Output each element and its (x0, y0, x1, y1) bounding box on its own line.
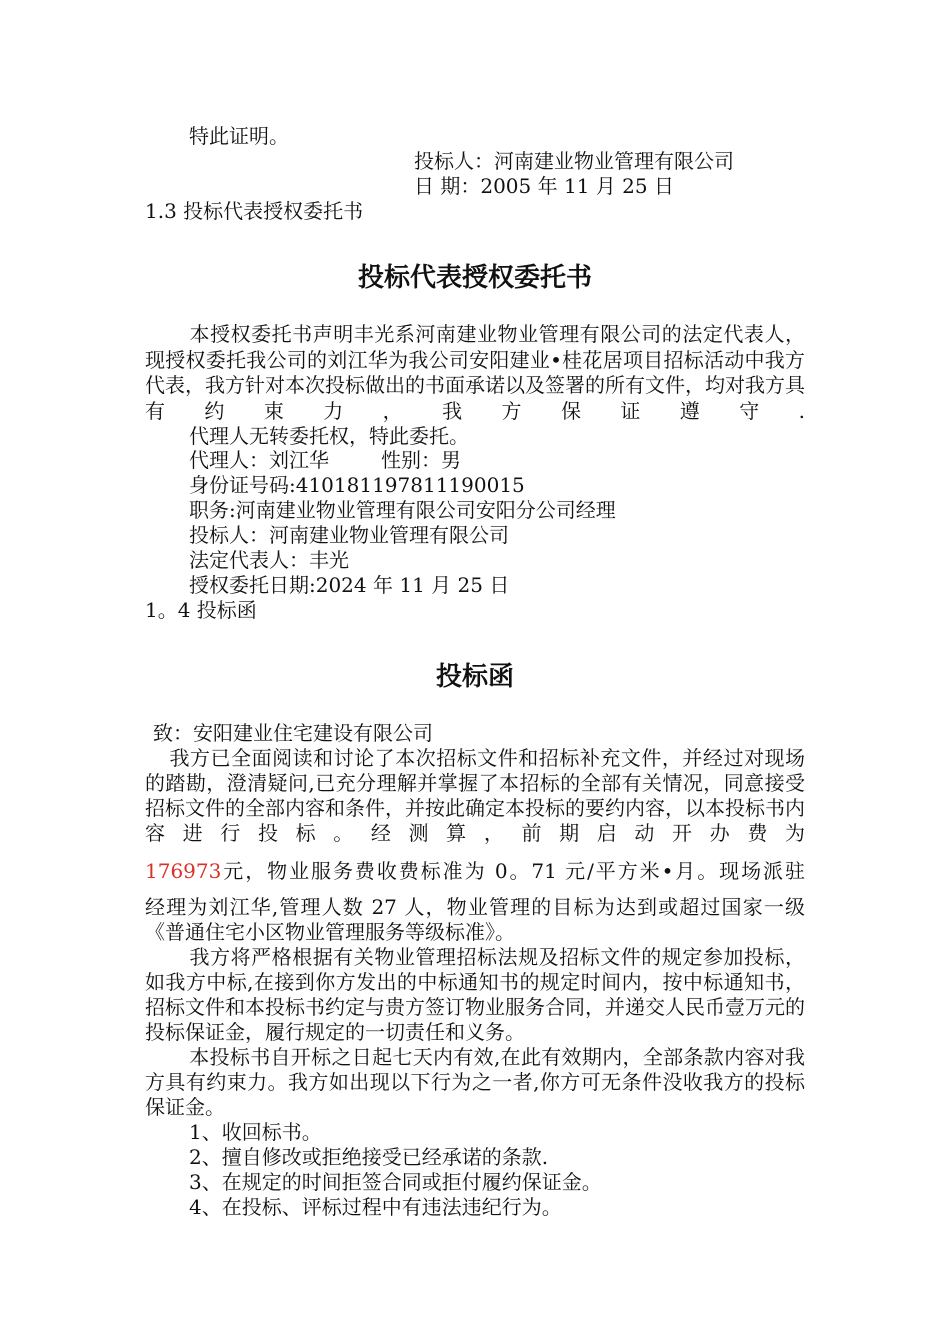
auth-bidder-line: 投标人：河南建业物业管理有限公司 (189, 523, 509, 547)
id-number-line: 身份证号码:410181197811190015 (189, 473, 525, 497)
agent-name: 代理人：刘江华 (189, 448, 329, 472)
list-item: 1、收回标书。 (189, 1120, 322, 1144)
no-transfer-text: 代理人无转委托权，特此委托。 (189, 424, 469, 448)
bid-letter-paragraph-3: 本投标书自开标之日起七天内有效,在此有效期内，全部条款内容对我方具有约束力。我方如出现以下行为之一者,你方可无条件没收我方的投标保证金。 (145, 1045, 805, 1119)
section-1-3-heading: 1.3 投标代表授权委托书 (145, 199, 364, 223)
agent-gender: 性别：男 (381, 448, 461, 472)
section-1-4-heading: 1。4 投标函 (145, 598, 257, 622)
date-line: 日 期：2005 年 11 月 25 日 (414, 174, 674, 198)
agent-line (189, 448, 461, 473)
auth-date-line: 授权委托日期:2024 年 11 月 25 日 (189, 573, 510, 597)
bid-letter-paragraph-1-cont: 经理为刘江华,管理人数 27 人，物业管理的目标为达到或超过国家一级《普通住宅小区物业管理服务等级标准》。 (145, 895, 805, 944)
list-item: 3、在规定的时间拒签合同或拒付履约保证金。 (189, 1170, 602, 1194)
bid-letter-title: 投标函 (435, 662, 514, 692)
authorization-statement: 本授权委托书声明丰光系河南建业物业管理有限公司的法定代表人，现授权委托我公司的刘江华为我公司安阳建业•桂花居项目招标活动中我方代表，我方针对本次投标做出的书面承诺以及签署的所有文件，均对我方具有约束力，我方保证遵守. (145, 322, 805, 423)
list-item: 2、擅自修改或拒绝接受已经承诺的条款. (189, 1145, 549, 1169)
authorization-title: 投标代表授权委托书 (357, 263, 592, 293)
addressee-line: 致：安阳建业住宅建设有限公司 (153, 721, 433, 745)
bidder-line: 投标人：河南建业物业管理有限公司 (414, 149, 734, 173)
position-line: 职务:河南建业物业管理有限公司安阳分公司经理 (189, 498, 616, 522)
bid-letter-paragraph-2: 我方将严格根据有关物业管理招标法规及招标文件的规定参加投标，如我方中标,在接到你方发出的中标通知书的规定时间内，按中标通知书，招标文件和本投标书约定与贵方签订物业服务合同，并递交人民币壹万元的投标保证金，履行规定的一切责任和义务。 (145, 945, 805, 1044)
certify-text: 特此证明。 (189, 124, 289, 148)
bid-letter-paragraph-1: 我方已全面阅读和讨论了本次招标文件和招标补充文件，并经过对现场的踏勘，澄清疑问,已充分理解并掌握了本招标的全部有关情况，同意接受招标文件的全部内容和条件，并按此确定本投标的要约内容，以本投标书内容进行投标。经测算，前期启动开办费为 (145, 746, 805, 845)
list-item: 4、在投标、评标过程中有违法违纪行为。 (189, 1195, 562, 1219)
fee-line: 176973元，物业服务费收费标准为 0。71 元/平方米•月。现场派驻 (145, 859, 805, 883)
legal-rep-line: 法定代表人：丰光 (189, 548, 349, 572)
startup-fee-value: 176973 (145, 859, 222, 883)
